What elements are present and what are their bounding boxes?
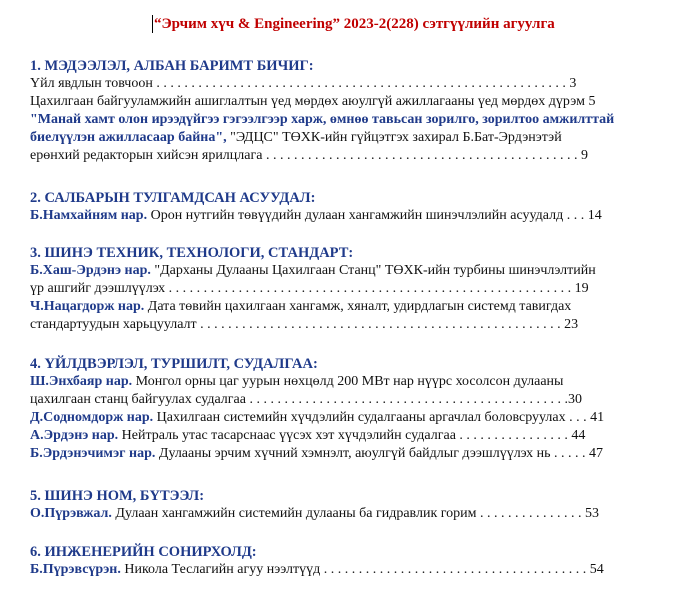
- toc-entry: [30, 561, 630, 579]
- section-heading: 4. ҮЙЛДВЭРЛЭЛ, ТУРШИЛТ, СУДАЛГАА:: [30, 356, 318, 372]
- author: О.Пүрэвжал.: [30, 506, 112, 521]
- author: Ч.Нацагдорж нар.: [30, 299, 145, 314]
- toc-entry: [30, 373, 630, 391]
- toc-entry-highlight: "Манай хамт олон ирээдүйгээ гэгээлгээр харж, өмнөө тавьсан зорилго, зорилтоо амжилттай: [30, 112, 615, 127]
- section-heading: 2. САЛБАРЫН ТУЛГАМДСАН АСУУДАЛ:: [30, 190, 316, 206]
- section-4: [30, 356, 630, 463]
- author: Б.Эрдэнэчимэг нар.: [30, 446, 156, 461]
- toc-entry: [30, 445, 630, 463]
- toc-entry: [30, 207, 630, 225]
- section-heading: 5. ШИНЭ НОМ, БҮТЭЭЛ:: [30, 488, 205, 504]
- section-1: [30, 58, 630, 165]
- section-heading: 3. ШИНЭ ТЕХНИК, ТЕХНОЛОГИ, СТАНДАРТ:: [30, 245, 354, 261]
- section-heading: 1. МЭДЭЭЛЭЛ, АЛБАН БАРИМТ БИЧИГ:: [30, 58, 314, 74]
- author: А.Эрдэнэ нар.: [30, 428, 119, 443]
- toc-entry: Үйл явдлын товчоон . . . . . . . . . . . . . . . . . . . . . . . . . . . . . . . . . . . . . . . . . . . . . . . . . . . . . . . . . . . 3: [30, 76, 577, 91]
- section-5: [30, 488, 630, 523]
- toc-entry: [30, 427, 630, 445]
- toc-entry: [30, 409, 630, 427]
- toc-entry-text: "ЭДЦС" ТӨХК-ийн гүйцэтгэх захирал Б.Бат-Эрдэнэтэй: [226, 130, 562, 145]
- toc-entry: стандартуудын харьцуулалт . . . . . . . . . . . . . . . . . . . . . . . . . . . . . . . . . . . . . . . . . . . . . . . . . . . . 23: [30, 317, 579, 332]
- author: Б.Хаш-Эрдэнэ нар.: [30, 263, 151, 278]
- toc-entry: [30, 298, 630, 316]
- section-heading: 6. ИНЖЕНЕРИЙН СОНИРХОЛД:: [30, 544, 257, 560]
- toc-entry-text: Дулаан хангамжийн системийн дулааны ба гидравлик горим . . . . . . . . . . . . . . . 53: [111, 506, 600, 521]
- toc-entry-text: Дулааны эрчим хүчний хэмнэлт, аюулгүй байдлыг дээшлүүлэх нь . . . . . 47: [155, 446, 604, 461]
- section-2: [30, 190, 630, 225]
- section-6: [30, 544, 630, 579]
- toc-entry-text: Дата төвийн цахилгаан хангамж, хяналт, удирдлагын системд тавигдах: [144, 299, 572, 314]
- toc-entry-text: Орон нутгийн төвүүдийн дулаан хангамжийн шинэчлэлийн асуудалд . . . 14: [147, 208, 602, 223]
- toc-entry: Цахилгаан байгууламжийн ашиглалтын үед мөрдөх аюулгүй ажиллагааны үед мөрдөх дүрэм 5: [30, 94, 596, 109]
- toc-entry: цахилгаан станц байгуулах судалгаа . . . . . . . . . . . . . . . . . . . . . . . . . . . . . . . . . . . . . . . . . . . . . .30: [30, 392, 582, 407]
- author: Б.Пүрэвсүрэн.: [30, 562, 121, 577]
- section-3: [30, 245, 630, 334]
- text-cursor: [152, 15, 153, 33]
- toc-entry: үр ашгийг дээшлүүлэх . . . . . . . . . . . . . . . . . . . . . . . . . . . . . . . . . . . . . . . . . . . . . . . . . . . . . . . . . . 19: [30, 281, 589, 296]
- toc-entry: ерөнхий редакторын хийсэн ярилцлага . . . . . . . . . . . . . . . . . . . . . . . . . . . . . . . . . . . . . . . . . . . . . 9: [30, 148, 588, 163]
- document-title: “Эрчим хүч & Engineering” 2023-2(228) сэтгүүлийн агуулга: [154, 16, 555, 32]
- author: Б.Намхайням нар.: [30, 208, 148, 223]
- author: Д.Содномдорж нар.: [30, 410, 154, 425]
- toc-entry: [30, 505, 630, 523]
- toc-entry: [30, 262, 630, 280]
- toc-entry-highlight: биелүүлэн ажилласаар байна",: [30, 130, 227, 145]
- toc-entry-text: Монгол орны цаг уурын нөхцөлд 200 МВт нар нүүрс хосолсон дулааны: [132, 374, 564, 389]
- author: Ш.Энхбаяр нар.: [30, 374, 133, 389]
- toc-entry-text: Никола Теслагийн агуу нээлтүүд . . . . . . . . . . . . . . . . . . . . . . . . . . . . . . . . . . . . . . 54: [120, 562, 604, 577]
- toc-entry-text: Нейтраль утас тасарснаас үүсэх хэт хүчдэлийн судалгаа . . . . . . . . . . . . . . . . 44: [118, 428, 586, 443]
- toc-entry-text: "Дарханы Дулааны Цахилгаан Станц" ТӨХК-ийн турбины шинэчлэлтийн: [150, 263, 596, 278]
- toc-entry: [30, 129, 630, 147]
- toc-entry-text: Цахилгаан системийн хүчдэлийн судалгааны аргачлал боловсруулах . . . 41: [153, 410, 605, 425]
